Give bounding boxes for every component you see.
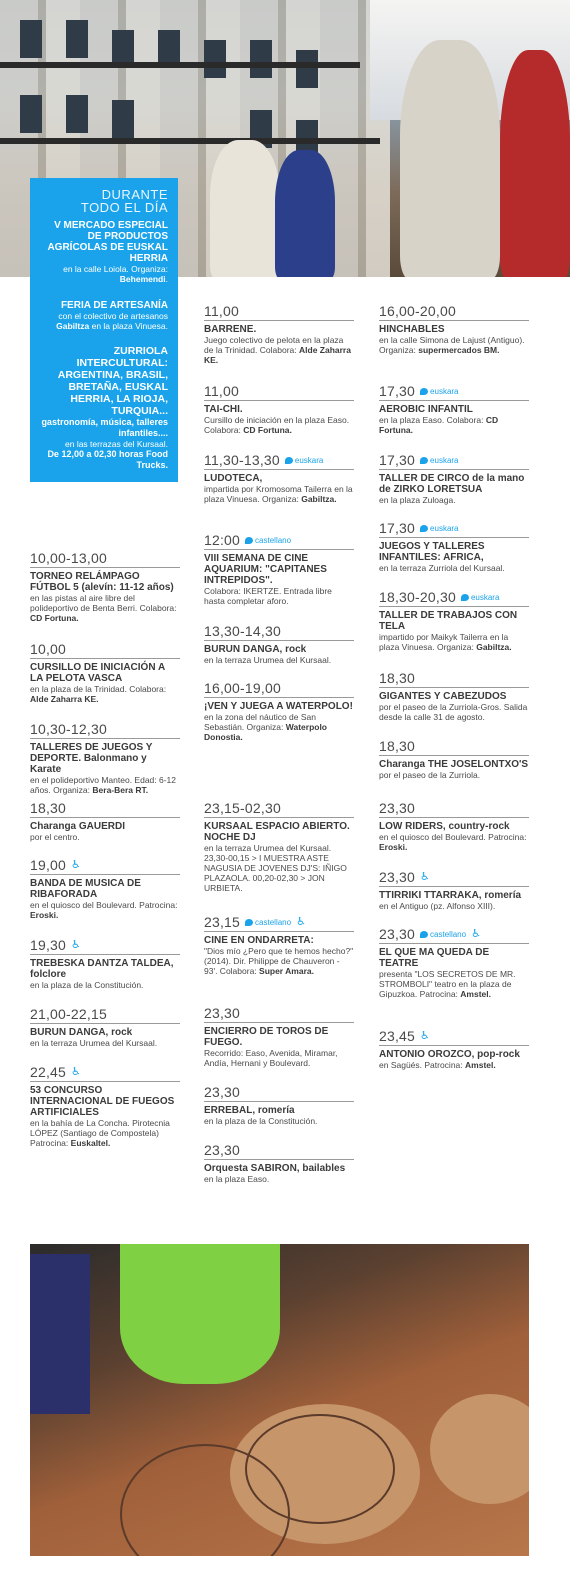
event-organizer: Alde Zaharra KE. — [30, 694, 99, 704]
language-tag — [245, 918, 291, 927]
event-time: 17,30 — [379, 452, 416, 468]
event-time-row — [30, 721, 180, 739]
window — [20, 95, 42, 133]
event-item — [204, 800, 354, 893]
event-time-row — [204, 452, 354, 470]
event-time-row — [379, 926, 529, 944]
event-description — [379, 702, 529, 722]
event-description — [379, 901, 529, 911]
event-description — [204, 1116, 354, 1126]
event-title: BURUN DANGA, rock — [204, 644, 307, 655]
language-label: euskara — [294, 455, 324, 465]
event-time: 23,15 — [204, 914, 241, 930]
event-item — [379, 303, 529, 355]
event-description-text: en la bahía de La Concha. Pirotecnia LÓPEZ (Santiago de Compostela) Patrocina: — [30, 1118, 170, 1148]
event-title: LOW RIDERS, country-rock — [379, 821, 510, 832]
event-description — [379, 563, 529, 573]
event-title: Charanga THE JOSELONTXO'S — [379, 759, 529, 770]
event-time: 10,00 — [30, 641, 67, 657]
event-title: AEROBIC INFANTIL — [379, 404, 473, 415]
event-time-row — [30, 1064, 180, 1082]
speech-bubble-icon — [461, 594, 469, 601]
event-item — [379, 926, 529, 999]
event-time-row — [204, 303, 354, 321]
event-description-text: en el quiosco del Boulevard. Patrocina: — [30, 900, 178, 910]
event-description-text: en la plaza Easo. — [204, 1174, 270, 1184]
event-time-row — [379, 800, 529, 818]
event-item — [204, 383, 354, 435]
event-time-row — [204, 383, 354, 401]
window — [66, 20, 88, 58]
event-organizer: Super Amara. — [259, 966, 314, 976]
language-label: euskara — [430, 523, 459, 533]
language-tag — [420, 456, 458, 465]
zurriola-sub: gastronomía, música, talleres infantiles.... — [41, 417, 168, 438]
event-time: 10,00-13,00 — [30, 550, 107, 566]
event-time-row — [379, 383, 529, 401]
event-description-text: en la zona del náutico de San Sebastián. Organiza: — [204, 712, 317, 732]
event-item — [30, 937, 180, 990]
event-description-text: en la terraza Urumea del Kursaal. 23,30-00,15 > I MUESTRA ASTE NAGUSIA DE JOVENES DJ'S: IÑIGO PLAZAOLA. 00,20-02,30 > JON URBIETA. — [204, 843, 347, 893]
event-time-row — [379, 303, 529, 321]
event-time: 16,00-20,00 — [379, 303, 456, 319]
event-time: 23,30 — [379, 869, 416, 885]
event-time: 23,30 — [379, 800, 416, 816]
event-description-text: por el paseo de la Zurriola-Gros. Salida desde la calle 31 de agosto. — [379, 702, 528, 722]
dancer — [400, 40, 500, 277]
event-item — [204, 623, 354, 665]
language-tag — [285, 456, 323, 465]
event-description — [30, 832, 180, 842]
event-item — [204, 914, 354, 976]
event-item — [379, 452, 529, 505]
event-description — [30, 980, 180, 990]
event-description-text: Colabora: IKERTZE. Entrada libre hasta completar aforo. — [204, 586, 332, 606]
event-time: 16,00-19,00 — [204, 680, 281, 696]
event-description-text: Juego colectivo de pelota en la plaza de la Trinidad. Colabora: — [204, 335, 344, 355]
event-title: JUEGOS Y TALLERES INFANTILES: AFRICA, — [379, 541, 485, 563]
event-time-row — [379, 589, 529, 607]
event-time: 22,45 — [30, 1064, 67, 1080]
event-item — [379, 670, 529, 722]
event-description — [379, 969, 529, 999]
event-title: Charanga GAUERDI — [30, 821, 126, 832]
event-description-text: "Dios mío ¿Pero que te hemos hecho?" (2014). Dir. Philippe de Chauveron - 93'. Colabora: — [204, 946, 354, 976]
event-item — [379, 520, 529, 573]
event-title: CINE EN ONDARRETA: — [204, 935, 314, 946]
event-time-row — [30, 641, 180, 659]
event-item — [204, 1005, 354, 1068]
event-time-row — [30, 1006, 180, 1024]
event-description — [204, 1174, 354, 1184]
event-time-row — [379, 670, 529, 688]
event-description — [30, 775, 180, 795]
event-description-text: en Sagüés. Patrocina: — [379, 1060, 463, 1070]
event-time: 23,45 — [379, 1028, 416, 1044]
event-item — [30, 857, 180, 920]
language-tag — [420, 930, 466, 939]
all-day-box: DURANTE TODO EL DÍA V MERCADO ESPECIAL DE PRODUCTOS AGRÍCOLAS DE EUSKAL HERRIA en la calle Loiola. Organiza: Behemendi. FERIA DE ARTESANÍA con el colectivo de artesanos Gabiltza en la plaza Vinuesa. ZURRIOLA INTERCULTURAL: ARGENTINA, BRASIL, BRETAÑA, EUSKAL HERRIA, LA RIOJA, TURQUIA... gastronomía, música, talleres infantiles.... en las terrazas del Kursaal. De 12,00 a 02,30 horas Food Trucks. — [30, 178, 178, 482]
event-description-text: en la terraza Zurriola del Kursaal. — [379, 563, 505, 573]
event-time: 12:00 — [204, 532, 241, 548]
event-description — [204, 712, 354, 742]
event-organizer: Gabiltza. — [476, 642, 512, 652]
language-tag — [245, 536, 291, 545]
event-time-row — [30, 937, 180, 955]
event-description-text: en el polideportivo Manteo. Edad: 6-12 años. Organiza: — [30, 775, 177, 795]
window — [112, 100, 134, 138]
event-description — [379, 832, 529, 852]
mercado-title: V MERCADO ESPECIAL DE PRODUCTOS AGRÍCOLAS DE EUSKAL HERRIA — [47, 220, 168, 264]
event-organizer: CD Fortuna. — [30, 613, 79, 623]
event-description — [379, 495, 529, 505]
event-organizer: Amstel. — [465, 1060, 496, 1070]
event-time-row — [379, 1028, 529, 1046]
feria-desc1: con el colectivo de artesanos — [58, 311, 168, 321]
event-title: TTIRRIKI TTARRAKA, romería — [379, 890, 522, 901]
event-item — [30, 1006, 180, 1048]
event-time-row — [30, 857, 180, 875]
event-title: TORNEO RELÁMPAGO FÚTBOL 5 (alevín: 11-12 años) — [30, 571, 174, 593]
event-time: 18,30 — [379, 738, 416, 754]
event-description-text: impartido por Maikyk Tailerra en la plaza Vinuesa. Organiza: — [379, 632, 509, 652]
event-item — [379, 589, 529, 652]
window — [204, 40, 226, 78]
window — [66, 95, 88, 133]
paper-cutout — [430, 1394, 529, 1504]
speech-bubble-icon — [420, 525, 428, 532]
event-title: CURSILLO DE INICIACIÓN A LA PELOTA VASCA — [30, 662, 165, 684]
event-title: LUDOTECA, — [204, 473, 263, 484]
event-description-text: impartida por Kromosoma Tailerra en la plaza Vinuesa. Organiza: — [204, 484, 353, 504]
event-time: 23,30 — [204, 1084, 241, 1100]
event-description — [30, 1038, 180, 1048]
event-description-text: en la plaza Zuloaga. — [379, 495, 456, 505]
event-time: 18,30 — [30, 800, 67, 816]
mercado-org: Behemendi — [119, 274, 166, 284]
event-description-text: en las pistas al aire libre del polideportivo de Benta Berri. Colabora: — [30, 593, 177, 613]
event-time: 23,30 — [204, 1005, 241, 1021]
event-description-text: en la terraza Urumea del Kursaal. — [30, 1038, 158, 1048]
child-shirt — [30, 1254, 90, 1414]
event-description — [30, 593, 180, 623]
child-shirt — [120, 1244, 280, 1384]
event-item — [204, 303, 354, 365]
event-time-row — [204, 1005, 354, 1023]
window — [20, 20, 42, 58]
event-description-text: en el Antiguo (pz. Alfonso XIII). — [379, 901, 496, 911]
wheelchair-icon: ♿ — [420, 1029, 430, 1042]
language-label: euskara — [430, 455, 459, 465]
event-description-text: Cursillo de iniciación en la plaza Easo. Colabora: — [204, 415, 350, 435]
event-description — [204, 843, 354, 893]
event-time: 11,00 — [204, 383, 239, 399]
event-title: HINCHABLES — [379, 324, 445, 335]
event-organizer: Alde Zaharra KE. — [204, 345, 351, 365]
event-description — [204, 335, 354, 365]
event-title: ¡VEN Y JUEGA A WATERPOLO! — [204, 701, 353, 712]
event-time: 13,30-14,30 — [204, 623, 281, 639]
event-description — [204, 946, 354, 976]
event-item — [379, 800, 529, 852]
event-time-row — [379, 520, 529, 538]
event-time: 23,30 — [379, 926, 416, 942]
language-label: castellano — [255, 917, 292, 927]
event-description-text: en la plaza de la Constitución. — [204, 1116, 318, 1126]
event-time: 11,00 — [204, 303, 239, 319]
zurriola-hours: De 12,00 a 02,30 horas Food Trucks. — [47, 449, 168, 470]
event-time-row — [379, 452, 529, 470]
event-description — [379, 770, 529, 780]
event-item — [379, 738, 529, 780]
event-organizer: Euskaltel. — [70, 1138, 111, 1148]
event-organizer: CD Fortuna. — [243, 425, 292, 435]
event-description — [204, 1048, 354, 1068]
event-item — [30, 550, 180, 623]
wheelchair-icon: ♿ — [71, 1065, 81, 1078]
event-time-row — [204, 800, 354, 818]
event-time-row — [204, 623, 354, 641]
event-title: TREBESKA DANTZA TALDEA, folclore — [30, 958, 174, 980]
event-time: 23,15-02,30 — [204, 800, 281, 816]
event-description-text: por el centro. — [30, 832, 80, 842]
event-organizer: supermercados BM. — [418, 345, 500, 355]
event-title: BANDA DE MUSICA DE RIBAFORADA — [30, 878, 141, 900]
event-time: 21,00-22,15 — [30, 1006, 107, 1022]
event-title: GIGANTES Y CABEZUDOS — [379, 691, 507, 702]
speech-bubble-icon — [420, 931, 428, 938]
event-description-text: Recorrido: Easo, Avenida, Miramar, Andía, Hernani y Boulevard. — [204, 1048, 338, 1068]
event-description-text: en la calle Simona de Lajust (Antiguo). Organiza: — [379, 335, 525, 355]
event-organizer: Bera-Bera RT. — [92, 785, 149, 795]
event-time-row — [204, 532, 354, 550]
event-time-row — [379, 738, 529, 756]
event-time: 18,30-20,30 — [379, 589, 456, 605]
speech-bubble-icon — [420, 457, 428, 464]
children-workshop-photo — [30, 1244, 529, 1556]
event-title: EL QUE MA QUEDA DE TEATRE — [379, 947, 490, 969]
event-item — [379, 869, 529, 911]
language-label: castellano — [430, 929, 467, 939]
event-description — [379, 415, 529, 435]
language-tag — [461, 593, 499, 602]
zurriola-desc: en las terrazas del Kursaal. — [65, 439, 168, 449]
event-item — [204, 1084, 354, 1126]
zurriola-title: ZURRIOLA INTERCULTURAL: ARGENTINA, BRASIL, BRETAÑA, EUSKAL HERRIA, LA RIOJA, TURQUIA... — [57, 345, 168, 417]
all-day-heading-2: TODO EL DÍA — [80, 200, 168, 215]
dancer — [210, 140, 280, 277]
event-description-text: en la plaza Easo. Colabora: — [379, 415, 484, 425]
event-title: ERREBAL, romería — [204, 1105, 295, 1116]
event-item — [30, 1064, 180, 1148]
speech-bubble-icon — [420, 388, 428, 395]
feria-desc2: Gabiltza — [56, 321, 90, 331]
wheelchair-icon: ♿ — [296, 915, 306, 928]
event-description — [379, 335, 529, 355]
mercado-desc: en la calle Loiola. Organiza: — [63, 264, 168, 274]
event-item — [379, 1028, 529, 1070]
event-description — [30, 900, 180, 920]
event-title: BARRENE. — [204, 324, 257, 335]
event-time: 11,30-13,30 — [204, 452, 280, 468]
event-time: 23,30 — [204, 1142, 241, 1158]
event-item — [204, 1142, 354, 1184]
event-time-row — [30, 550, 180, 568]
event-description — [204, 655, 354, 665]
event-time-row — [379, 869, 529, 887]
event-item — [379, 383, 529, 435]
event-organizer: CD Fortuna. — [379, 415, 499, 435]
event-description — [379, 1060, 529, 1070]
event-item — [204, 532, 354, 606]
event-title: VIII SEMANA DE CINE AQUARIUM: "CAPITANES INTREPIDOS". — [204, 553, 327, 586]
balcony — [0, 62, 360, 68]
event-item — [30, 721, 180, 795]
event-time: 17,30 — [379, 383, 416, 399]
event-organizer: Eroski. — [30, 910, 59, 920]
event-description — [379, 632, 529, 652]
event-description-text: en la plaza de la Constitución. — [30, 980, 144, 990]
window — [250, 40, 272, 78]
wheelchair-icon: ♿ — [420, 870, 430, 883]
event-description-text: en el quiosco del Boulevard. Patrocina: — [379, 832, 527, 842]
feria-title: FERIA DE ARTESANÍA — [60, 300, 168, 311]
event-time: 19,00 — [30, 857, 67, 873]
event-description-text: por el paseo de la Zurriola. — [379, 770, 481, 780]
event-description-text: en la terraza Urumea del Kursaal. — [204, 655, 332, 665]
event-organizer: Eroski. — [379, 842, 408, 852]
event-item — [204, 680, 354, 742]
dancer — [500, 50, 570, 277]
event-title: BURUN DANGA, rock — [30, 1027, 133, 1038]
all-day-heading-1: DURANTE — [101, 187, 168, 202]
event-title: KURSAAL ESPACIO ABIERTO. NOCHE DJ — [204, 821, 350, 843]
event-description — [30, 1118, 180, 1148]
speech-bubble-icon — [245, 919, 253, 926]
event-title: TALLER DE TRABAJOS CON TELA — [379, 610, 518, 632]
window — [296, 50, 318, 88]
event-time-row — [204, 1084, 354, 1102]
language-label: euskara — [430, 386, 459, 396]
event-item — [204, 452, 354, 504]
event-organizer: Gabiltza. — [301, 494, 337, 504]
event-time: 10,30-12,30 — [30, 721, 107, 737]
wheelchair-icon: ♿ — [71, 938, 81, 951]
speech-bubble-icon — [285, 457, 293, 464]
event-title: TALLERES DE JUEGOS Y DEPORTE. Balonmano y Karate — [30, 742, 153, 775]
event-item — [30, 800, 180, 842]
event-title: 53 CONCURSO INTERNACIONAL DE FUEGOS ARTIFICIALES — [30, 1085, 175, 1118]
event-time: 17,30 — [379, 520, 416, 536]
dancer — [275, 150, 335, 277]
event-title: ENCIERRO DE TOROS DE FUEGO. — [204, 1026, 329, 1048]
event-time-row — [204, 1142, 354, 1160]
wheelchair-icon: ♿ — [471, 927, 481, 940]
event-description-text: presenta "LOS SECRETOS DE MR. STROMBOLI" teatro en la plaza de Gipuzkoa. Patrocina: — [379, 969, 516, 999]
event-description — [204, 586, 354, 606]
language-label: euskara — [470, 592, 500, 602]
event-organizer: Amstel. — [460, 989, 491, 999]
event-time-row — [30, 800, 180, 818]
wheelchair-icon: ♿ — [71, 858, 81, 871]
event-description — [204, 484, 354, 504]
event-time: 18,30 — [379, 670, 416, 686]
event-time-row — [204, 680, 354, 698]
language-tag — [420, 387, 458, 396]
event-description-text: en la plaza de la Trinidad. Colabora: — [30, 684, 167, 694]
speech-bubble-icon — [245, 537, 253, 544]
event-description — [30, 684, 180, 704]
event-title: TALLER DE CIRCO de la mano de ZIRKO LORETSUA — [379, 473, 525, 495]
event-item — [30, 641, 180, 704]
language-label: castellano — [255, 535, 292, 545]
event-title: TAI-CHI. — [204, 404, 243, 415]
language-tag — [420, 524, 458, 533]
event-description — [204, 415, 354, 435]
event-time-row — [204, 914, 354, 932]
event-time: 19,30 — [30, 937, 67, 953]
feria-desc3: en la plaza Vinuesa. — [91, 321, 168, 331]
event-title: ANTONIO OROZCO, pop-rock — [379, 1049, 520, 1060]
event-title: Orquesta SABIRON, bailables — [204, 1163, 346, 1174]
event-organizer: Waterpolo Donostia. — [204, 722, 328, 742]
balcony — [0, 138, 380, 144]
